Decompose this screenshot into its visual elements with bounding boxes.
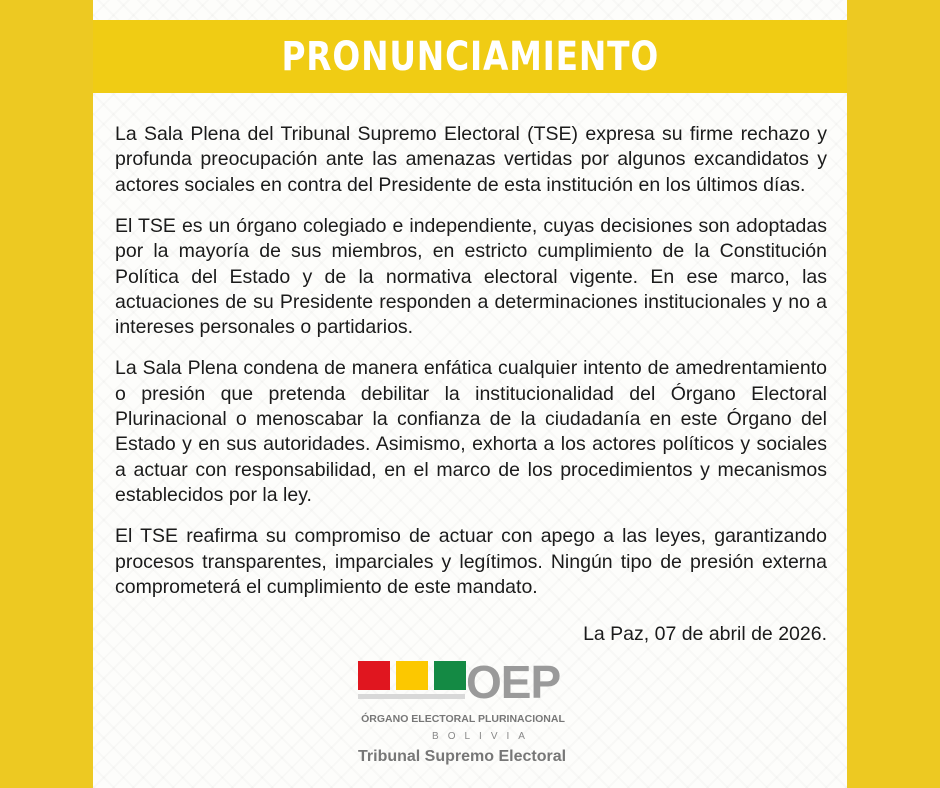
paragraph-1: La Sala Plena del Tribunal Supremo Electoral (TSE) expresa su firme rechazo y profunda preocupación ante las amenazas vertidas por algunos excandidatos y actores sociales en contra del Presidente de esta institución en los últimos días.	[115, 123, 827, 196]
yellow-square-icon	[396, 661, 428, 690]
logo-country: BOLIVIA	[432, 731, 534, 742]
green-square-icon	[434, 661, 466, 690]
title-banner	[93, 20, 847, 93]
paragraph-4: El TSE reafirma su compromiso de actuar con apego a las leyes, garantizando procesos transparentes, imparciales y legítimos. Ningún tipo de presión externa comprometerá el cumplimiento de este mandato.	[115, 525, 827, 598]
date-line: La Paz, 07 de abril de 2026.	[583, 623, 827, 645]
oep-logo	[358, 656, 588, 766]
paragraph-3: La Sala Plena condena de manera enfática cualquier intento de amedrentamiento o presión que pretenda debilitar la institucionalidad del Órgano Electoral Plurinacional o menoscabar la confianza de la ciudadanía en este Órgano del Estado y en sus autoridades. Asimismo, exhorta a los actores políticos y sociales a actuar con responsabilidad, en el marco de los procedimientos y mecanismos establecidos por la ley.	[115, 357, 827, 507]
logo-underline	[358, 694, 465, 699]
logo-tribunal: Tribunal Supremo Electoral	[358, 748, 567, 765]
logo-acronym: OEP	[466, 656, 561, 708]
statement-body	[115, 122, 827, 616]
page-title: PRONUNCIAMIENTO	[281, 33, 659, 80]
paragraph-2: El TSE es un órgano colegiado e independiente, cuyas decisiones son adoptadas por la mayoría de sus miembros, en estricto cumplimiento de la Constitución Política del Estado y de la normativa electoral vigente. En ese marco, las actuaciones de su Presidente responden a determinaciones institucionales y no a intereses personales o partidarios.	[115, 214, 827, 339]
logo-organization: ÓRGANO ELECTORAL PLURINACIONAL	[361, 713, 565, 725]
red-square-icon	[358, 661, 390, 690]
